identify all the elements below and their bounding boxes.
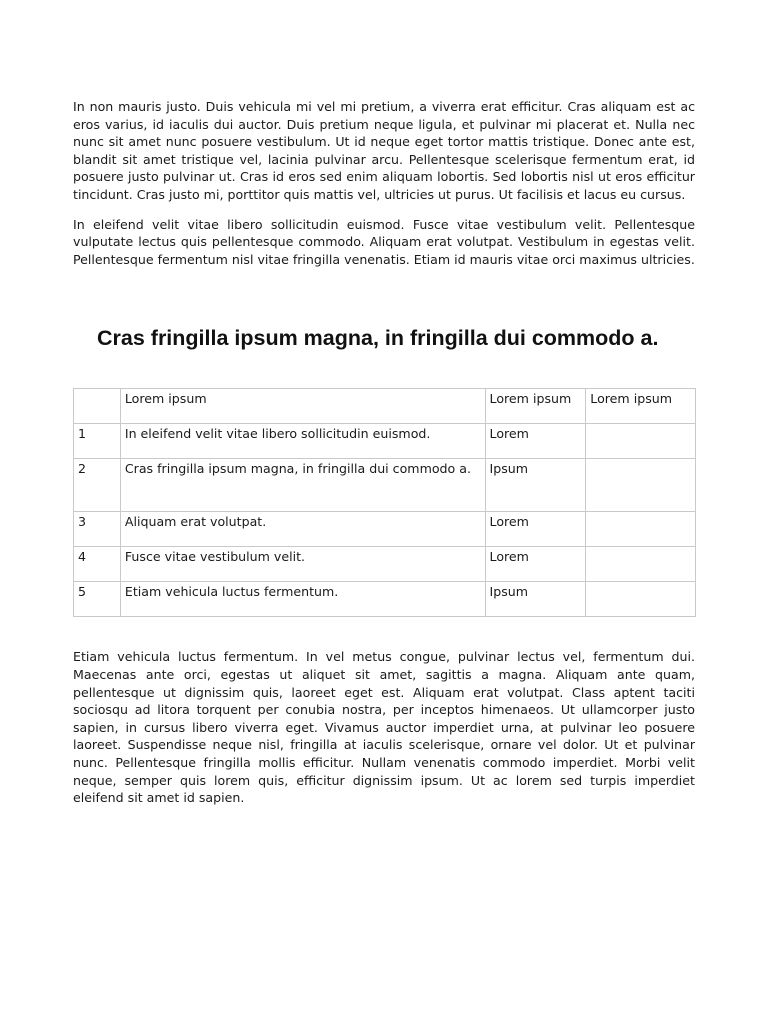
table-cell-empty — [586, 512, 696, 547]
table-cell-number: 3 — [74, 512, 121, 547]
table-cell-text: Cras fringilla ipsum magna, in fringilla dui commodo a. — [120, 459, 485, 512]
table-cell-value: Lorem — [485, 547, 586, 582]
table-row — [74, 459, 696, 512]
table-header-cell: Lorem ipsum — [586, 389, 696, 424]
table-header-cell — [74, 389, 121, 424]
document-page — [73, 98, 695, 807]
table-cell-value: Ipsum — [485, 459, 586, 512]
table-cell-number: 4 — [74, 547, 121, 582]
paragraph-2: In eleifend velit vitae libero sollicitudin euismod. Fusce vitae vestibulum velit. Pellentesque vulputate lectus quis pellentesque commodo. Aliquam erat volutpat. Vestibulum in egestas velit. Pellentesque fermentum nisl vitae fringilla venenatis. Etiam id mauris vitae orci maximus ultricies. — [73, 216, 695, 267]
table-cell-text: In eleifend velit vitae libero sollicitudin euismod. — [120, 424, 485, 459]
table-cell-text: Aliquam erat volutpat. — [120, 512, 485, 547]
table-cell-value: Ipsum — [485, 582, 586, 617]
table-row — [74, 512, 696, 547]
table-row — [74, 424, 696, 459]
table-cell-empty — [586, 459, 696, 512]
table-header-row — [74, 389, 696, 424]
table-cell-empty — [586, 424, 696, 459]
table-header-cell: Lorem ipsum — [485, 389, 586, 424]
table-header-cell: Lorem ipsum — [120, 389, 485, 424]
table-cell-empty — [586, 582, 696, 617]
table-cell-number: 2 — [74, 459, 121, 512]
table-cell-number: 1 — [74, 424, 121, 459]
data-table — [73, 388, 696, 617]
paragraph-3: Etiam vehicula luctus fermentum. In vel metus congue, pulvinar lectus vel, fermentum dui. Maecenas ante orci, egestas ut aliquet sit amet, sagittis a magna. Aliquam ante quam, pellentesque ut dignissim quis, laoreet eget est. Aliquam erat volutpat. Class aptent taciti sociosqu ad litora torquent per conubia nostra, per inceptos himenaeos. Ut ullamcorper justo sapien, in cursus libero viverra eget. Vivamus auctor imperdiet urna, at pulvinar leo posuere laoreet. Suspendisse neque nisl, fringilla at iaculis scelerisque, ornare vel dolor. Ut et pulvinar nunc. Pellentesque fringilla mollis efficitur. Nullam venenatis commodo imperdiet. Morbi velit neque, semper quis lorem quis, efficitur dignissim ipsum. Ut ac lorem sed turpis imperdiet eleifend sit amet id sapien. — [73, 649, 695, 806]
table-row — [74, 582, 696, 617]
table-row — [74, 547, 696, 582]
paragraph-1: In non mauris justo. Duis vehicula mi vel mi pretium, a viverra erat efficitur. Cras aliquam est ac eros varius, id iaculis dui auctor. Duis pretium neque ligula, et pulvinar mi placerat et. Nulla nec nunc sit amet nunc posuere vestibulum. Ut id neque eget tortor mattis tristique. Donec ante est, blandit sit amet tristique vel, lacinia pulvinar arcu. Pellentesque scelerisque fermentum erat, id posuere justo pulvinar ut. Cras id eros sed enim aliquam lobortis. Sed lobortis nisl ut eros efficitur tincidunt. Cras justo mi, porttitor quis mattis vel, ultricies ut purus. Ut facilisis et lacus eu cursus. — [73, 99, 695, 202]
table-cell-value: Lorem — [485, 424, 586, 459]
table-cell-value: Lorem — [485, 512, 586, 547]
table-cell-empty — [586, 547, 696, 582]
table-cell-text: Fusce vitae vestibulum velit. — [120, 547, 485, 582]
section-heading: Cras fringilla ipsum magna, in fringilla dui commodo a. — [97, 326, 659, 351]
table-cell-number: 5 — [74, 582, 121, 617]
table-cell-text: Etiam vehicula luctus fermentum. — [120, 582, 485, 617]
